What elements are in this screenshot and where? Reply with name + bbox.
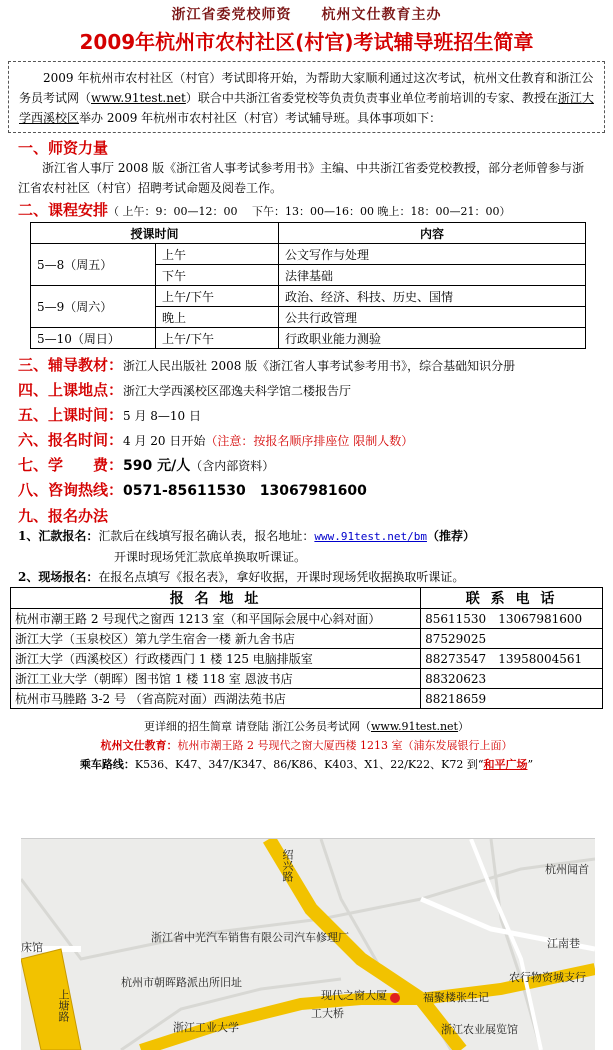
more-info-text: 更详细的招生简章 请登陆 浙江公务员考试网（: [144, 720, 372, 733]
contact-phone: 85611530 13067981600: [421, 609, 603, 629]
course-heading-line: [18, 200, 613, 222]
schedule-period: 上午/下午: [156, 328, 279, 349]
schedule-date: 5—10（周日）: [31, 328, 156, 349]
table-row: [11, 609, 603, 629]
map-label-shaoxing-road: 绍兴路: [281, 849, 294, 882]
class-time-text: 5 月 8—10 日: [123, 409, 201, 423]
bus-routes: K536、K47、347/K347、86/K86、K403、X1、22/K22、K72 到“: [134, 758, 484, 771]
table-row: [11, 629, 603, 649]
remit-text: 汇款后在线填写报名确认表，报名地址：: [98, 529, 315, 543]
schedule-content: 行政职业能力测验: [279, 328, 586, 349]
course-heading: 二、课程安排: [18, 201, 109, 219]
location-map[interactable]: [21, 838, 595, 1050]
schedule-content: 公共行政管理: [279, 307, 586, 328]
map-label-fuquan-bookstore: 福聚楼张生记: [423, 991, 489, 1004]
contact-phone: 87529025: [421, 629, 603, 649]
intro-campus-link[interactable]: 浙江大学西溪校区: [19, 91, 594, 125]
schedule-header-content: 内容: [279, 223, 586, 244]
bus-stop: 和平广场: [483, 758, 528, 771]
map-label-car-repair: 浙江省中光汽车销售有限公司汽车修理厂: [151, 931, 349, 944]
table-row: [11, 649, 603, 669]
map-label-jiangnan: 江南巷: [547, 937, 580, 950]
bus-end: ”: [527, 758, 534, 771]
map-label-left-edge: 床馆: [21, 941, 43, 954]
more-info-end: ）: [457, 720, 469, 733]
schedule-content: 公文写作与处理: [279, 244, 586, 265]
table-row: [31, 244, 586, 265]
contact-phone: 88320623: [421, 669, 603, 689]
schedule-table: [30, 222, 586, 349]
schedule-period: 上午: [156, 244, 279, 265]
intro-text-3: 举办 2009 年杭州市农村社区（村官）考试辅导班。具体事项如下：: [79, 111, 442, 125]
materials-heading: 三、辅导教材：: [18, 356, 124, 374]
schedule-header-time: 授课时间: [31, 223, 279, 244]
contact-address: 杭州市马塍路 3-2 号 （省高院对面）西湖法苑书店: [11, 689, 421, 709]
more-info-line: [0, 717, 613, 736]
table-row: [11, 689, 603, 709]
more-info-link[interactable]: www.91test.net: [371, 720, 458, 733]
intro-text-2: ）联合中共浙江省委党校等负责负责事业单位考前培训的专家、教授在: [185, 91, 558, 105]
location-line: [18, 380, 613, 401]
contacts-header-row: [11, 588, 603, 609]
materials-line: [18, 355, 613, 376]
table-row: [11, 669, 603, 689]
contacts-table: [10, 587, 603, 709]
remit-link[interactable]: www.91test.net/bm: [314, 530, 427, 543]
schedule-period: 下午: [156, 265, 279, 286]
contact-address: 浙江大学（西溪校区）行政楼西门 1 楼 125 电脑排版室: [11, 649, 421, 669]
remit-recommend: （推荐）: [426, 529, 475, 543]
contacts-header-phone: 联 系 电 话: [421, 588, 603, 609]
table-row: [31, 286, 586, 307]
schedule-date: 5—8（周五）: [31, 244, 156, 286]
table-row: [31, 328, 586, 349]
fee-heading: 七、学 费：: [18, 456, 124, 474]
fee-line: [18, 455, 613, 476]
map-label-agri-expo: 浙江农业展览馆: [441, 1023, 518, 1036]
schedule-content: 法律基础: [279, 265, 586, 286]
contact-address: 浙江工业大学（朝晖）图书馆 1 楼 118 室 恩波书店: [11, 669, 421, 689]
company-line: [0, 736, 613, 755]
schedule-period: 上午/下午: [156, 286, 279, 307]
company-label: 杭州文仕教育：: [100, 739, 178, 752]
org-line: 浙江省委党校师资 杭州文仕教育主办: [171, 7, 442, 23]
contact-phone: 88218659: [421, 689, 603, 709]
remit-text-2: 开课时现场凭汇款底单换取听课证。: [114, 550, 307, 564]
map-label-zjut: 浙江工业大学: [173, 1021, 239, 1034]
bus-line: [0, 755, 613, 774]
schedule-header-row: [31, 223, 586, 244]
remit-line: [18, 526, 613, 547]
class-time-line: [18, 405, 613, 426]
method-heading: 九、报名办法: [18, 507, 109, 525]
contact-address: 浙江大学（玉泉校区）第九学生宿舍一楼 新九舍书店: [11, 629, 421, 649]
map-label-shangtang-road: 上塘路: [57, 989, 70, 1022]
remit-label: 1、汇款报名：: [18, 529, 99, 543]
map-label-agri-trade: 农行物资城支行: [509, 971, 586, 984]
registration-note: （注意：按报名顺序排座位 限制人数）: [205, 434, 414, 448]
materials-text: 浙江人民出版社 2008 版《浙江省人事考试参考用书》，综合基础知识分册: [123, 359, 516, 373]
fee-note: （含内部资料）: [190, 459, 275, 473]
schedule-content: 政治、经济、科技、历史、国情: [279, 286, 586, 307]
contacts-header-address: 报 名 地 址: [11, 588, 421, 609]
hotline-line: [18, 480, 613, 501]
location-marker: [390, 993, 400, 1003]
schedule-period: 晚上: [156, 307, 279, 328]
map-label-police-station: 杭州市朝晖路派出所旧址: [121, 976, 242, 989]
intro-site-link[interactable]: www.91test.net: [91, 91, 186, 105]
onsite-line: [18, 567, 613, 587]
hotline-numbers: 0571-85611530 13067981600: [123, 483, 367, 499]
bus-label: 乘车路线：: [79, 758, 135, 771]
fee-amount: 590 元/人: [123, 458, 191, 474]
teachers-heading: 一、师资力量: [18, 139, 109, 157]
location-heading: 四、上课地点：: [18, 381, 124, 399]
onsite-text: 在报名点填写《报名表》，拿好收据，开课时现场凭收据换取听课证。: [98, 570, 465, 584]
contact-phone: 88273547 13958004561: [421, 649, 603, 669]
company-address: 杭州市潮王路 2 号现代之窗大厦西楼 1213 室（浦东发展银行上面）: [177, 739, 513, 752]
location-text: 浙江大学西溪校区邵逸夫科学馆二楼报告厅: [123, 384, 352, 398]
map-label-gongda-bridge: 工大桥: [311, 1007, 344, 1020]
course-times: （ 上午：9：00—12：00 下午：13：00—16：00 晚上：18：00—21：00）: [108, 205, 511, 218]
intro-text-1: 2009 年杭州市农村社区（村官）考试即将开始，为帮助大家顺利通过这次考试，杭州文仕教育和浙江公务员考试网（: [19, 71, 594, 105]
hotline-heading: 八、咨询热线：: [18, 481, 124, 499]
map-label-hangzhou-wenzhen: 杭州闻首: [545, 863, 589, 876]
intro-box: [8, 61, 605, 133]
map-label-modern-window: 现代之窗大厦: [321, 989, 387, 1002]
schedule-date: 5—9（周六）: [31, 286, 156, 328]
class-time-heading: 五、上课时间：: [18, 406, 124, 424]
registration-time-text: 4 月 20 日开始: [123, 434, 206, 448]
contact-address: 杭州市潮王路 2 号现代之窗西 1213 室（和平国际会展中心斜对面）: [11, 609, 421, 629]
page-title: 2009年杭州市农村社区(村官)考试辅导班招生简章: [79, 30, 534, 54]
teachers-text: 浙江省人事厅 2008 版《浙江省人事考试参考用书》主编、中共浙江省委党校教授，部分老师曾参与浙江省农村社区（村官）招聘考试命题及阅卷工作。: [18, 161, 585, 195]
onsite-label: 2、现场报名：: [18, 570, 99, 584]
registration-time-heading: 六、报名时间：: [18, 431, 124, 449]
registration-time-line: [18, 430, 613, 451]
